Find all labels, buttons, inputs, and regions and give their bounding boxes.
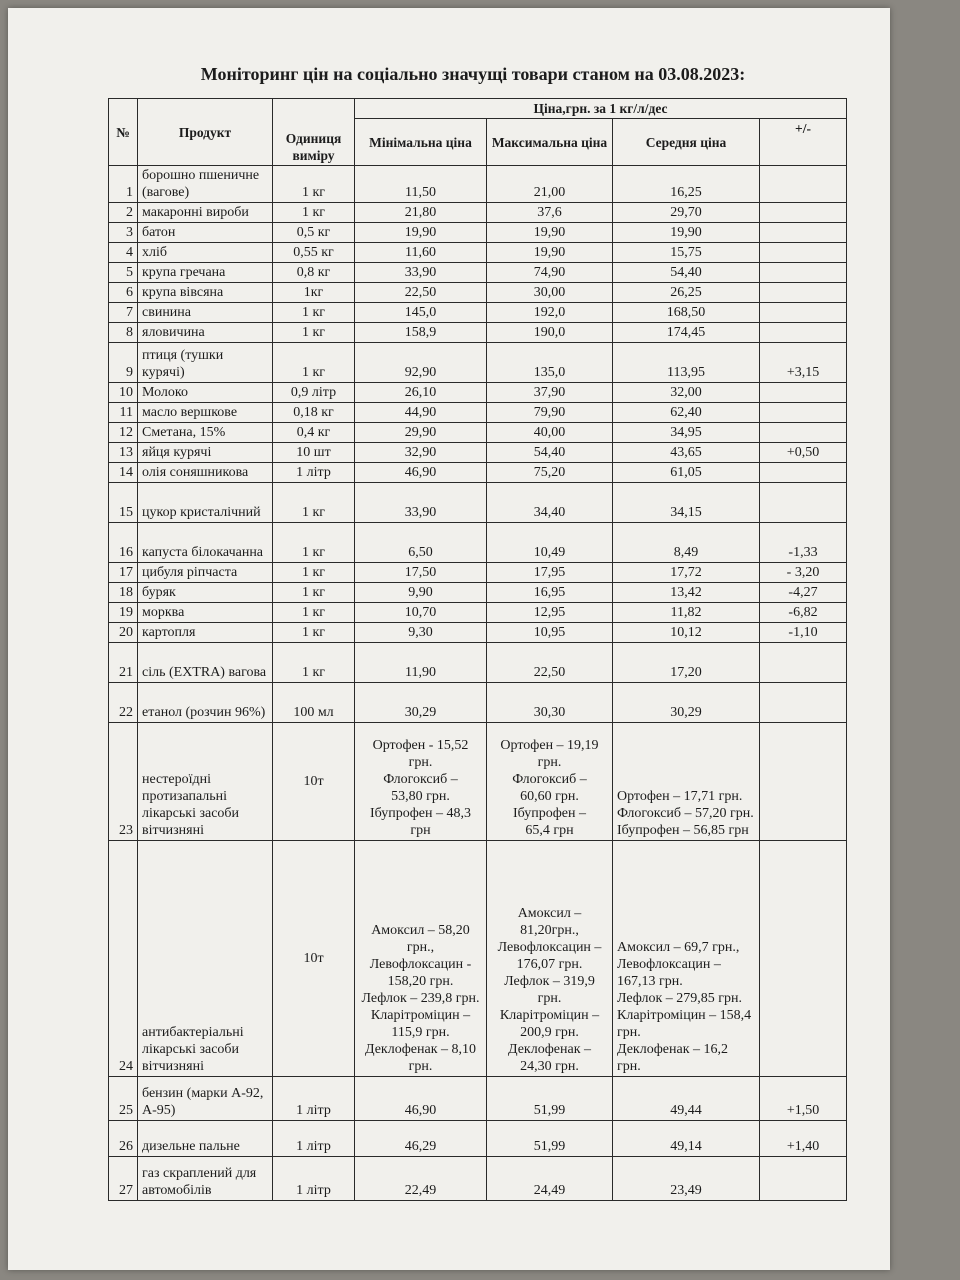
row-product: птиця (тушки курячі) [138, 343, 273, 383]
row-product: цибуля ріпчаста [138, 563, 273, 583]
header-unit: Одиниця виміру [273, 99, 355, 166]
row-unit: 0,8 кг [273, 263, 355, 283]
row-min-price: 10,70 [355, 603, 487, 623]
row-max-price: 51,99 [487, 1121, 613, 1157]
row-product: крупа гречана [138, 263, 273, 283]
row-avg-price: 54,40 [613, 263, 760, 283]
row-min-price: 145,0 [355, 303, 487, 323]
row-max-price: 37,6 [487, 203, 613, 223]
row-max-price: Амоксил – 81,20грн., Левофлоксацин – 176,07 грн. Лефлок – 319,9 грн. Кларітроміцин – 200,9 грн. Деклофенак – 24,30 грн. [487, 841, 613, 1077]
row-max-price: 21,00 [487, 166, 613, 203]
row-max-price: 190,0 [487, 323, 613, 343]
table-row [109, 483, 847, 523]
header-change: +/- [760, 119, 847, 166]
row-max-price: 75,20 [487, 463, 613, 483]
table-row [109, 523, 847, 563]
row-unit: 1 літр [273, 463, 355, 483]
row-change [760, 683, 847, 723]
table-row [109, 303, 847, 323]
row-avg-price: 11,82 [613, 603, 760, 623]
row-change [760, 283, 847, 303]
row-unit: 0,18 кг [273, 403, 355, 423]
row-change [760, 223, 847, 243]
row-change [760, 403, 847, 423]
row-change [760, 303, 847, 323]
row-unit: 1 кг [273, 603, 355, 623]
row-unit: 1 кг [273, 623, 355, 643]
row-number: 19 [109, 603, 138, 623]
row-number: 1 [109, 166, 138, 203]
header-number: № [109, 99, 138, 166]
row-avg-price: 29,70 [613, 203, 760, 223]
row-avg-price: Ортофен – 17,71 грн. Флогоксиб – 57,20 грн. Ібупрофен – 56,85 грн [613, 723, 760, 841]
row-product: газ скраплений для автомобілів [138, 1157, 273, 1201]
row-number: 2 [109, 203, 138, 223]
row-number: 7 [109, 303, 138, 323]
row-max-price: 16,95 [487, 583, 613, 603]
row-min-price: 19,90 [355, 223, 487, 243]
row-max-price: 37,90 [487, 383, 613, 403]
row-change [760, 643, 847, 683]
row-number: 8 [109, 323, 138, 343]
row-number: 13 [109, 443, 138, 463]
row-unit: 1 літр [273, 1077, 355, 1121]
row-product: бензин (марки А-92, А-95) [138, 1077, 273, 1121]
row-max-price: 12,95 [487, 603, 613, 623]
table-row [109, 623, 847, 643]
row-avg-price: 23,49 [613, 1157, 760, 1201]
row-number: 4 [109, 243, 138, 263]
table-row [109, 323, 847, 343]
table-row [109, 383, 847, 403]
row-unit: 1 кг [273, 303, 355, 323]
row-product: яйця курячі [138, 443, 273, 463]
row-change: -6,82 [760, 603, 847, 623]
row-number: 10 [109, 383, 138, 403]
row-unit: 1 кг [273, 483, 355, 523]
row-product: нестероїдні протизапальні лікарські засоби вітчизняні [138, 723, 273, 841]
row-number: 9 [109, 343, 138, 383]
row-product: Сметана, 15% [138, 423, 273, 443]
row-min-price: 22,50 [355, 283, 487, 303]
table-row [109, 243, 847, 263]
row-min-price: 46,90 [355, 1077, 487, 1121]
row-avg-price: 168,50 [613, 303, 760, 323]
table-row [109, 1157, 847, 1201]
row-unit: 1 кг [273, 203, 355, 223]
row-unit: 1 кг [273, 523, 355, 563]
row-min-price: 6,50 [355, 523, 487, 563]
row-max-price: 135,0 [487, 343, 613, 383]
row-number: 21 [109, 643, 138, 683]
row-number: 14 [109, 463, 138, 483]
row-min-price: 22,49 [355, 1157, 487, 1201]
row-product: борошно пшеничне (вагове) [138, 166, 273, 203]
row-unit: 1 літр [273, 1121, 355, 1157]
header-price-group: Ціна,грн. за 1 кг/л/дес [355, 99, 847, 119]
row-avg-price: 62,40 [613, 403, 760, 423]
row-product: етанол (розчин 96%) [138, 683, 273, 723]
price-table [108, 98, 847, 1201]
table-row [109, 841, 847, 1077]
table-row [109, 643, 847, 683]
row-max-price: 24,49 [487, 1157, 613, 1201]
row-number: 12 [109, 423, 138, 443]
table-row [109, 403, 847, 423]
row-unit: 0,55 кг [273, 243, 355, 263]
row-number: 23 [109, 723, 138, 841]
row-change [760, 166, 847, 203]
row-unit: 1 кг [273, 343, 355, 383]
row-unit: 0,4 кг [273, 423, 355, 443]
document-title: Моніторинг цін на соціально значущі товари станом на 03.08.2023: [200, 64, 746, 84]
row-number: 20 [109, 623, 138, 643]
row-max-price: 192,0 [487, 303, 613, 323]
row-max-price: Ортофен – 19,19 грн. Флогоксиб – 60,60 грн. Ібупрофен – 65,4 грн [487, 723, 613, 841]
row-max-price: 30,30 [487, 683, 613, 723]
row-min-price: 92,90 [355, 343, 487, 383]
row-min-price: 11,60 [355, 243, 487, 263]
row-avg-price: 26,25 [613, 283, 760, 303]
row-change [760, 203, 847, 223]
table-row [109, 603, 847, 623]
row-avg-price: 43,65 [613, 443, 760, 463]
row-max-price: 19,90 [487, 243, 613, 263]
row-number: 16 [109, 523, 138, 563]
row-number: 22 [109, 683, 138, 723]
table-row [109, 563, 847, 583]
row-number: 3 [109, 223, 138, 243]
header-product: Продукт [138, 99, 273, 166]
row-avg-price: 19,90 [613, 223, 760, 243]
row-avg-price: 16,25 [613, 166, 760, 203]
row-change [760, 243, 847, 263]
row-product: батон [138, 223, 273, 243]
table-row [109, 203, 847, 223]
row-number: 17 [109, 563, 138, 583]
row-change: +1,40 [760, 1121, 847, 1157]
row-max-price: 19,90 [487, 223, 613, 243]
table-row [109, 166, 847, 203]
row-unit: 100 мл [273, 683, 355, 723]
row-unit: 0,5 кг [273, 223, 355, 243]
row-unit: 1 кг [273, 643, 355, 683]
row-number: 25 [109, 1077, 138, 1121]
row-min-price: 9,90 [355, 583, 487, 603]
row-avg-price: 10,12 [613, 623, 760, 643]
row-min-price: 33,90 [355, 263, 487, 283]
row-max-price: 40,00 [487, 423, 613, 443]
row-avg-price: 8,49 [613, 523, 760, 563]
row-min-price: 11,90 [355, 643, 487, 683]
header-min-price: Мінімальна ціна [355, 119, 487, 166]
row-max-price: 22,50 [487, 643, 613, 683]
row-number: 26 [109, 1121, 138, 1157]
row-max-price: 74,90 [487, 263, 613, 283]
row-min-price: Амоксил – 58,20 грн., Левофлоксацин - 158,20 грн. Лефлок – 239,8 грн. Кларітроміцин – 115,9 грн. Деклофенак – 8,10 грн. [355, 841, 487, 1077]
row-product: хліб [138, 243, 273, 263]
table-row [109, 343, 847, 383]
row-max-price: 30,00 [487, 283, 613, 303]
row-change: +3,15 [760, 343, 847, 383]
table-row [109, 723, 847, 841]
row-number: 11 [109, 403, 138, 423]
row-min-price: 17,50 [355, 563, 487, 583]
row-min-price: 26,10 [355, 383, 487, 403]
row-avg-price: 34,15 [613, 483, 760, 523]
table-row [109, 423, 847, 443]
row-product: яловичина [138, 323, 273, 343]
row-change [760, 423, 847, 443]
row-max-price: 51,99 [487, 1077, 613, 1121]
table-row [109, 683, 847, 723]
row-change [760, 323, 847, 343]
row-max-price: 10,49 [487, 523, 613, 563]
row-unit: 1 літр [273, 1157, 355, 1201]
row-product: свинина [138, 303, 273, 323]
row-change: -1,33 [760, 523, 847, 563]
row-min-price: 33,90 [355, 483, 487, 523]
row-product: масло вершкове [138, 403, 273, 423]
table-row [109, 1121, 847, 1157]
row-min-price: 30,29 [355, 683, 487, 723]
row-change [760, 723, 847, 841]
table-row [109, 1077, 847, 1121]
row-max-price: 34,40 [487, 483, 613, 523]
row-avg-price: 113,95 [613, 343, 760, 383]
row-avg-price: 17,20 [613, 643, 760, 683]
row-product: антибактеріальні лікарські засоби вітчизняні [138, 841, 273, 1077]
row-change [760, 1157, 847, 1201]
header-max-price: Максимальна ціна [487, 119, 613, 166]
row-unit: 1 кг [273, 323, 355, 343]
row-avg-price: 61,05 [613, 463, 760, 483]
document-page [8, 8, 890, 1270]
row-unit: 1кг [273, 283, 355, 303]
row-product: макаронні вироби [138, 203, 273, 223]
row-min-price: 11,50 [355, 166, 487, 203]
row-min-price: 21,80 [355, 203, 487, 223]
table-row [109, 283, 847, 303]
row-change: -4,27 [760, 583, 847, 603]
row-change [760, 383, 847, 403]
row-number: 18 [109, 583, 138, 603]
row-min-price: 9,30 [355, 623, 487, 643]
row-number: 15 [109, 483, 138, 523]
row-unit: 10т [273, 841, 355, 1077]
row-change: - 3,20 [760, 563, 847, 583]
header-avg-price: Середня ціна [613, 119, 760, 166]
row-min-price: 158,9 [355, 323, 487, 343]
row-product: сіль (EXTRA) вагова [138, 643, 273, 683]
row-product: дизельне пальне [138, 1121, 273, 1157]
row-min-price: Ортофен - 15,52 грн. Флогоксиб – 53,80 грн. Ібупрофен – 48,3 грн [355, 723, 487, 841]
row-product: морква [138, 603, 273, 623]
row-min-price: 32,90 [355, 443, 487, 463]
row-min-price: 46,90 [355, 463, 487, 483]
row-min-price: 29,90 [355, 423, 487, 443]
table-row [109, 443, 847, 463]
table-row [109, 583, 847, 603]
row-change [760, 483, 847, 523]
row-max-price: 79,90 [487, 403, 613, 423]
row-unit: 1 кг [273, 166, 355, 203]
row-unit: 1 кг [273, 583, 355, 603]
row-product: цукор кристалічний [138, 483, 273, 523]
row-product: крупа вівсяна [138, 283, 273, 303]
row-number: 5 [109, 263, 138, 283]
row-product: буряк [138, 583, 273, 603]
price-table-body [109, 166, 847, 1201]
row-avg-price: 30,29 [613, 683, 760, 723]
row-change [760, 463, 847, 483]
row-max-price: 54,40 [487, 443, 613, 463]
table-row [109, 263, 847, 283]
row-avg-price: 15,75 [613, 243, 760, 263]
row-avg-price: 17,72 [613, 563, 760, 583]
row-number: 6 [109, 283, 138, 303]
row-change: -1,10 [760, 623, 847, 643]
row-avg-price: 49,44 [613, 1077, 760, 1121]
row-unit: 10т [273, 723, 355, 841]
row-avg-price: Амоксил – 69,7 грн., Левофлоксацин – 167,13 грн. Лефлок – 279,85 грн. Кларітроміцин – 158,4 грн. Деклофенак – 16,2 грн. [613, 841, 760, 1077]
row-product: Молоко [138, 383, 273, 403]
row-unit: 0,9 літр [273, 383, 355, 403]
row-max-price: 17,95 [487, 563, 613, 583]
row-avg-price: 174,45 [613, 323, 760, 343]
row-max-price: 10,95 [487, 623, 613, 643]
table-row [109, 223, 847, 243]
row-avg-price: 34,95 [613, 423, 760, 443]
table-row [109, 463, 847, 483]
row-avg-price: 49,14 [613, 1121, 760, 1157]
row-change: +1,50 [760, 1077, 847, 1121]
row-number: 24 [109, 841, 138, 1077]
row-product: картопля [138, 623, 273, 643]
row-unit: 1 кг [273, 563, 355, 583]
row-min-price: 46,29 [355, 1121, 487, 1157]
row-product: капуста білокачанна [138, 523, 273, 563]
row-min-price: 44,90 [355, 403, 487, 423]
row-change [760, 841, 847, 1077]
row-avg-price: 32,00 [613, 383, 760, 403]
row-number: 27 [109, 1157, 138, 1201]
row-change: +0,50 [760, 443, 847, 463]
row-change [760, 263, 847, 283]
row-product: олія соняшникова [138, 463, 273, 483]
row-unit: 10 шт [273, 443, 355, 463]
row-avg-price: 13,42 [613, 583, 760, 603]
